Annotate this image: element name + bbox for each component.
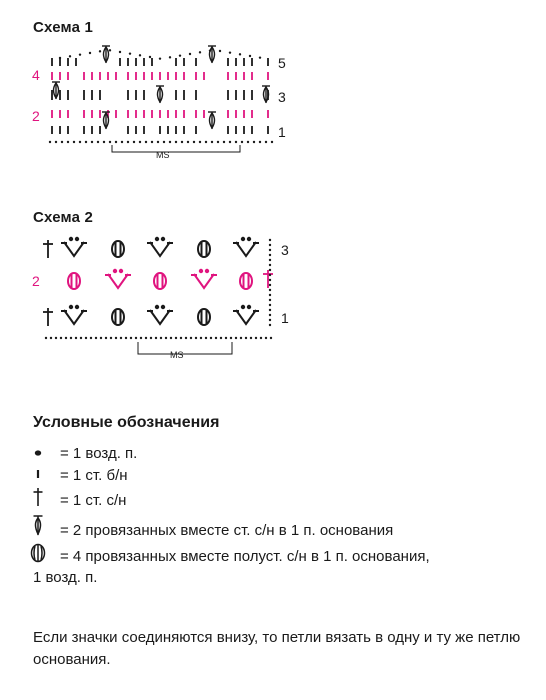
scheme-2-ms-label: MS (170, 350, 184, 360)
chain-stitch (269, 254, 271, 256)
chain-stitch (269, 309, 271, 311)
chain-stitch (269, 244, 271, 246)
chain-stitch (45, 337, 47, 339)
chain-stitch (269, 284, 271, 286)
chain-stitch (269, 239, 271, 241)
legend-item-double-crochet: = 1 ст. с/н (60, 492, 127, 509)
dc-v-group (105, 270, 131, 288)
chain-stitch (155, 337, 157, 339)
chain-stitch (248, 306, 250, 308)
chain-stitch (190, 337, 192, 339)
dc-v-group (191, 270, 217, 288)
chain-stitch (230, 337, 232, 339)
scheme-1-title: Схема 1 (33, 19, 94, 36)
hdc4tog-stitch (112, 241, 124, 257)
chain-stitch (200, 270, 202, 272)
chain-stitch (269, 269, 271, 271)
chain-stitch (255, 337, 257, 339)
dc2tog-icon (34, 516, 43, 535)
chain-stitch (75, 337, 77, 339)
dc-v-group (233, 306, 259, 324)
chain-stitch (170, 337, 172, 339)
chain-stitch (242, 306, 244, 308)
chain-stitch (248, 238, 250, 240)
chain-stitch (156, 238, 158, 240)
dc-v-group (61, 306, 87, 324)
scheme-2-row-3-label: 3 (281, 242, 289, 258)
chain-stitch (100, 337, 102, 339)
scheme-1-row-2-label: 2 (32, 108, 40, 124)
chain-stitch (269, 279, 271, 281)
chain-stitch (85, 337, 87, 339)
hdc4tog-stitch (240, 273, 252, 289)
chain-stitch (269, 259, 271, 261)
chain-stitch (150, 337, 152, 339)
chain-stitch (269, 314, 271, 316)
chain-stitch (120, 270, 122, 272)
chain-stitch-icon (35, 450, 41, 455)
chain-stitch (270, 337, 272, 339)
chain-stitch (145, 337, 147, 339)
scheme-1-row-1-label: 1 (278, 124, 286, 140)
chain-stitch (185, 337, 187, 339)
chain-stitch (50, 337, 52, 339)
chain-stitch (265, 337, 267, 339)
chain-stitch (70, 238, 72, 240)
chain-stitch (195, 337, 197, 339)
chain-stitch (130, 337, 132, 339)
chain-stitch (115, 337, 117, 339)
chain-stitch (70, 337, 72, 339)
chain-stitch (80, 337, 82, 339)
hdc4tog-stitch (198, 241, 210, 257)
chain-stitch (250, 337, 252, 339)
dc-v-group (147, 238, 173, 256)
chain-stitch (269, 324, 271, 326)
chain-stitch (175, 337, 177, 339)
legend-item-dc2tog: = 2 провязанных вместе ст. с/н в 1 п. основания (60, 522, 394, 539)
chain-stitch (269, 249, 271, 251)
footnote: Если значки соединяются внизу, то петли вязать в одну и ту же петлю основания. (33, 629, 521, 668)
chain-stitch (269, 264, 271, 266)
legend-item-hdc4tog-cont: 1 возд. п. (33, 569, 98, 586)
dc-v-group (233, 238, 259, 256)
scheme-2-row-1-label: 1 (281, 310, 289, 326)
scheme-2-ms-bracket (138, 342, 232, 354)
chain-stitch (220, 337, 222, 339)
chain-stitch (180, 337, 182, 339)
chain-stitch (76, 306, 78, 308)
double-crochet (263, 270, 273, 288)
double-crochet (43, 240, 53, 258)
chain-stitch (120, 337, 122, 339)
scheme-1-ms-label: MS (156, 150, 170, 160)
chain-stitch (90, 337, 92, 339)
chain-stitch (60, 337, 62, 339)
hdc4tog-stitch (68, 273, 80, 289)
chain-stitch (125, 337, 127, 339)
legend-title: Условные обозначения (33, 414, 220, 431)
chain-stitch (165, 337, 167, 339)
chain-stitch (269, 304, 271, 306)
chain-stitch (162, 238, 164, 240)
chain-stitch (70, 306, 72, 308)
chain-stitch (55, 337, 57, 339)
chain-stitch (240, 337, 242, 339)
chain-stitch (269, 299, 271, 301)
chain-stitch (242, 238, 244, 240)
chain-stitch (162, 306, 164, 308)
double-crochet-icon (34, 488, 43, 506)
chain-stitch (140, 337, 142, 339)
scheme-1-row-5-label: 5 (278, 55, 286, 71)
chain-stitch (210, 337, 212, 339)
chain-stitch (269, 294, 271, 296)
scheme-1-row-4-label: 4 (32, 67, 40, 83)
scheme-2-row-2-label: 2 (32, 273, 40, 289)
chain-stitch (269, 289, 271, 291)
dc-v-group (147, 306, 173, 324)
hdc4tog-stitch (112, 309, 124, 325)
chain-stitch (65, 337, 67, 339)
legend-item-hdc4tog: = 4 провязанных вместе полуст. с/н в 1 п. основания, (60, 548, 430, 565)
double-crochet (43, 308, 53, 326)
chain-stitch (260, 337, 262, 339)
chain-stitch (200, 337, 202, 339)
chain-stitch (215, 337, 217, 339)
hdc4tog-stitch (198, 309, 210, 325)
chain-stitch (205, 337, 207, 339)
chain-stitch (76, 238, 78, 240)
chain-stitch (110, 337, 112, 339)
chain-stitch (269, 274, 271, 276)
chain-stitch (160, 337, 162, 339)
chain-stitch (245, 337, 247, 339)
chain-stitch (235, 337, 237, 339)
hdc4tog-icon (32, 545, 45, 562)
chain-stitch (269, 319, 271, 321)
chain-stitch (105, 337, 107, 339)
scheme-2-title: Схема 2 (33, 209, 94, 226)
scheme-1-row-3-label: 3 (278, 89, 286, 105)
legend-item-chain: = 1 возд. п. (60, 445, 138, 462)
chain-stitch (114, 270, 116, 272)
chain-stitch (95, 337, 97, 339)
hdc4tog-stitch (154, 273, 166, 289)
chain-stitch (225, 337, 227, 339)
chain-stitch (135, 337, 137, 339)
dc-v-group (61, 238, 87, 256)
chain-stitch (156, 306, 158, 308)
legend-item-single-crochet: = 1 ст. б/н (60, 467, 128, 484)
chain-stitch (206, 270, 208, 272)
